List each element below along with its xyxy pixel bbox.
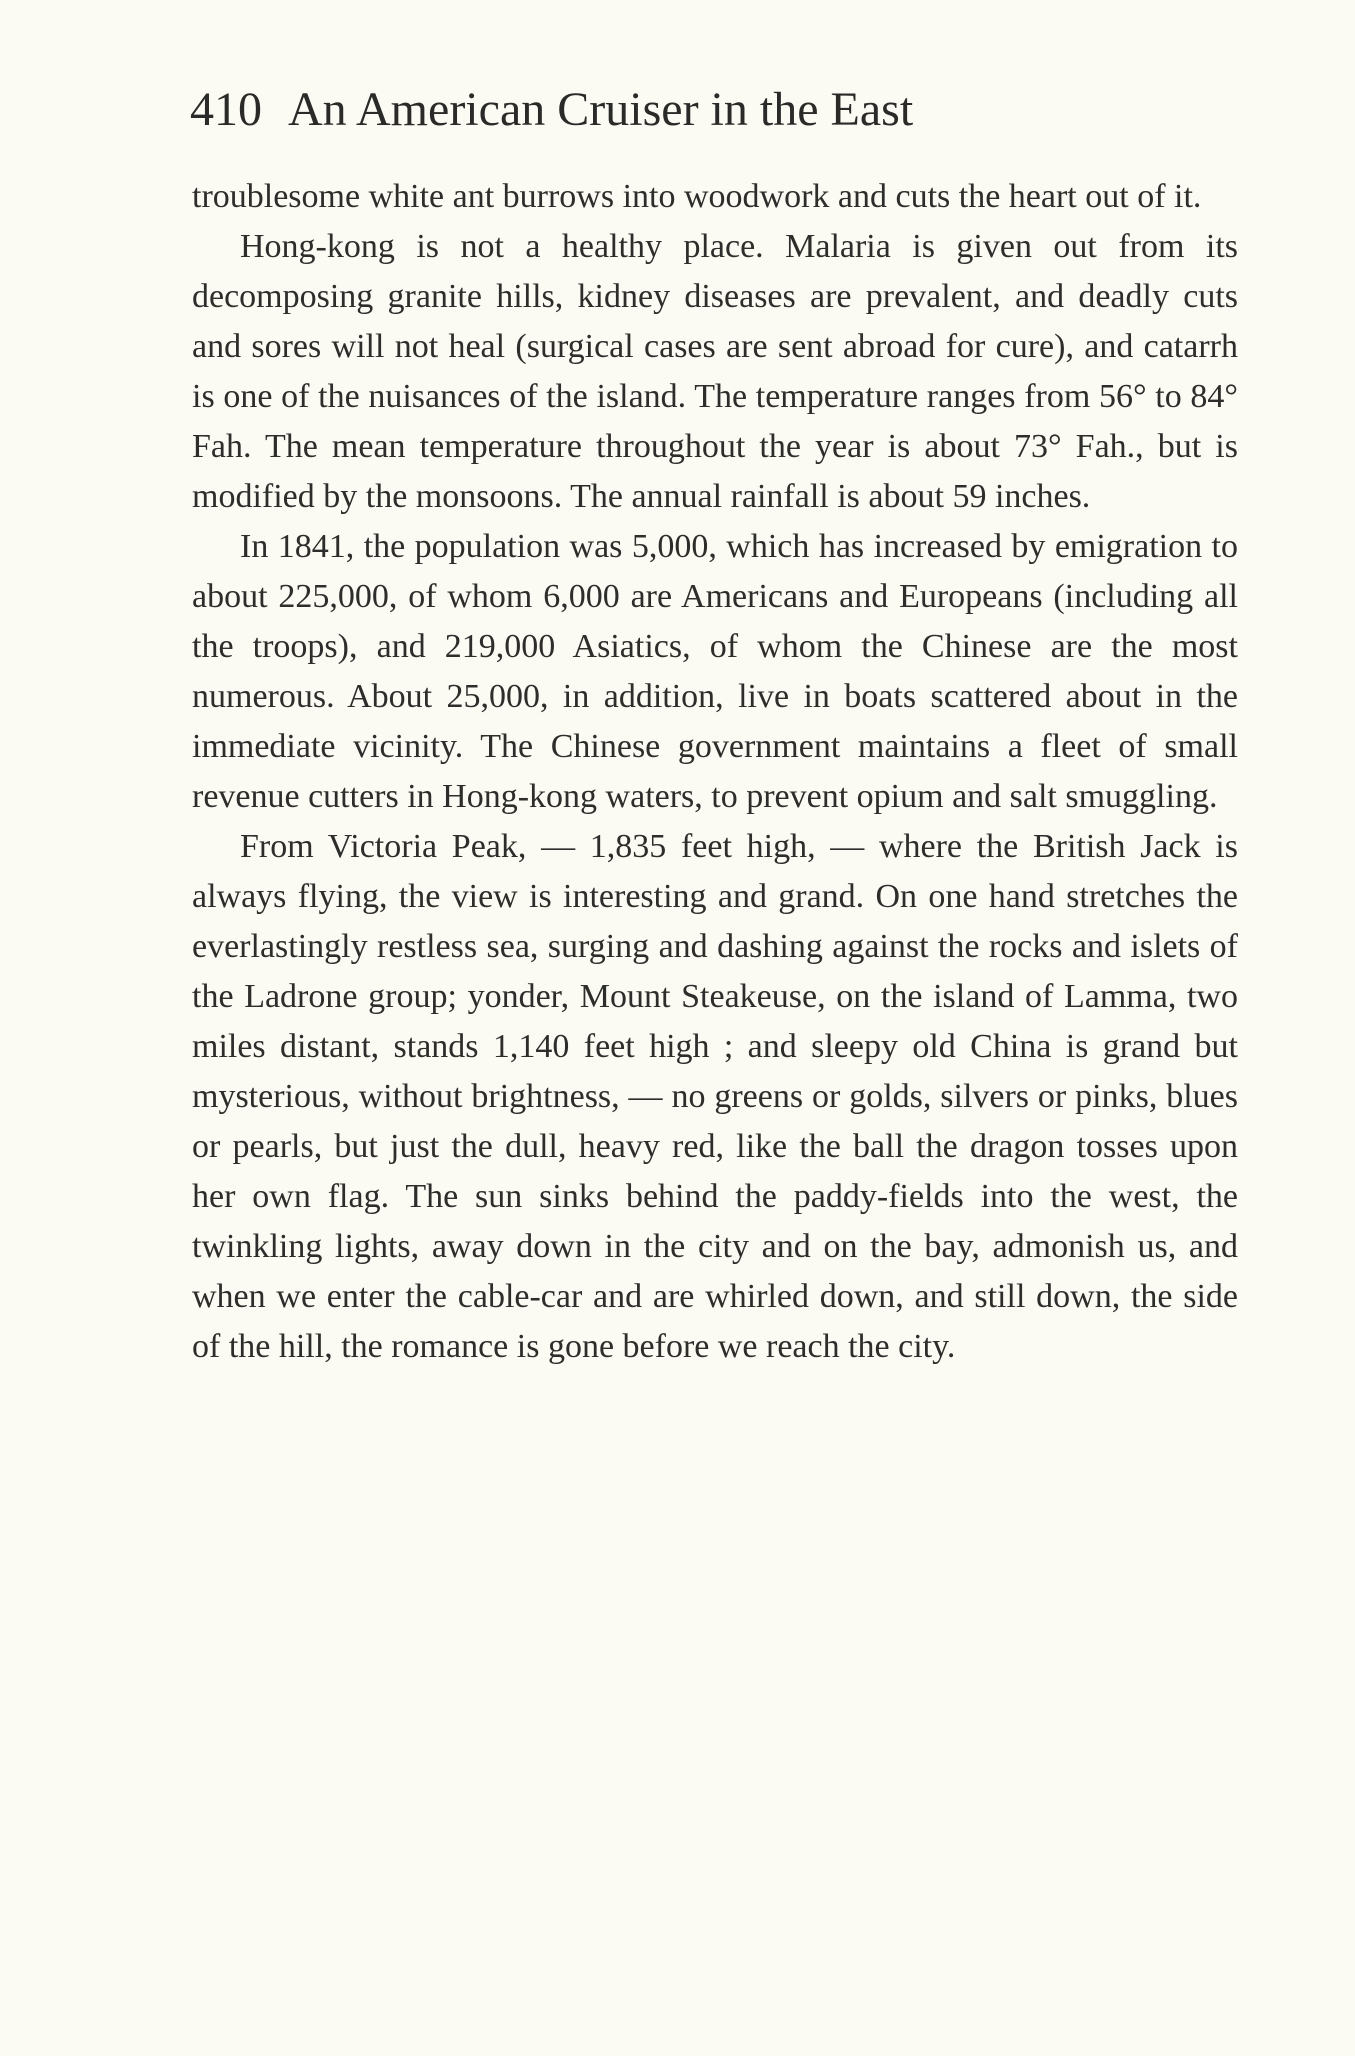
paragraph-health: Hong-kong is not a healthy place. Malaria is given out from its decomposing granite hills, kidney diseases are prevalent, and deadly cuts and sores will not heal (surgical cases are sent abroad for cure), and catarrh is one of the nuisances of the island. The temperature ranges from 56° to 84° Fah. The mean temperature throughout the year is about 73° Fah., but is modified by the monsoons. The annual rainfall is about 59 inches. bbox=[192, 228, 1238, 515]
paragraph-victoria-peak: From Victoria Peak, — 1,835 feet high, — where the British Jack is always flying, the view is interesting and grand. On one hand stretches the everlastingly restless sea, surging and dashing against the rocks and islets of the Ladrone group; yonder, Mount Steakeuse, on the island of Lamma, two miles distant, stands 1,140 feet high ; and sleepy old China is grand but mysterious, without brightness, — no greens or golds, silvers or pinks, blues or pearls, but just the dull, heavy red, like the ball the dragon tosses upon her own flag. The sun sinks behind the paddy-fields into the west, the twinkling lights, away down in the city and on the bay, admonish us, and when we enter the cable-car and are whirled down, and still down, the side of the hill, the romance is gone before we reach the city. bbox=[192, 828, 1238, 1365]
paragraph-population: In 1841, the population was 5,000, which has increased by emigration to about 225,000, of whom 6,000 are Americans and Europeans (including all the troops), and 219,000 Asiatics, of whom the Chinese are the most numerous. About 25,000, in addition, live in boats scattered about in the immediate vicinity. The Chinese government maintains a fleet of small revenue cutters in Hong-kong waters, to prevent opium and salt smuggling. bbox=[192, 528, 1238, 815]
running-head bbox=[190, 80, 1190, 140]
body-text bbox=[192, 172, 1238, 1372]
page-number: 410 bbox=[190, 83, 262, 136]
paragraph-continued: troublesome white ant burrows into woodwork and cuts the heart out of it. bbox=[192, 178, 1202, 215]
running-title: An American Cruiser in the East bbox=[288, 83, 914, 136]
